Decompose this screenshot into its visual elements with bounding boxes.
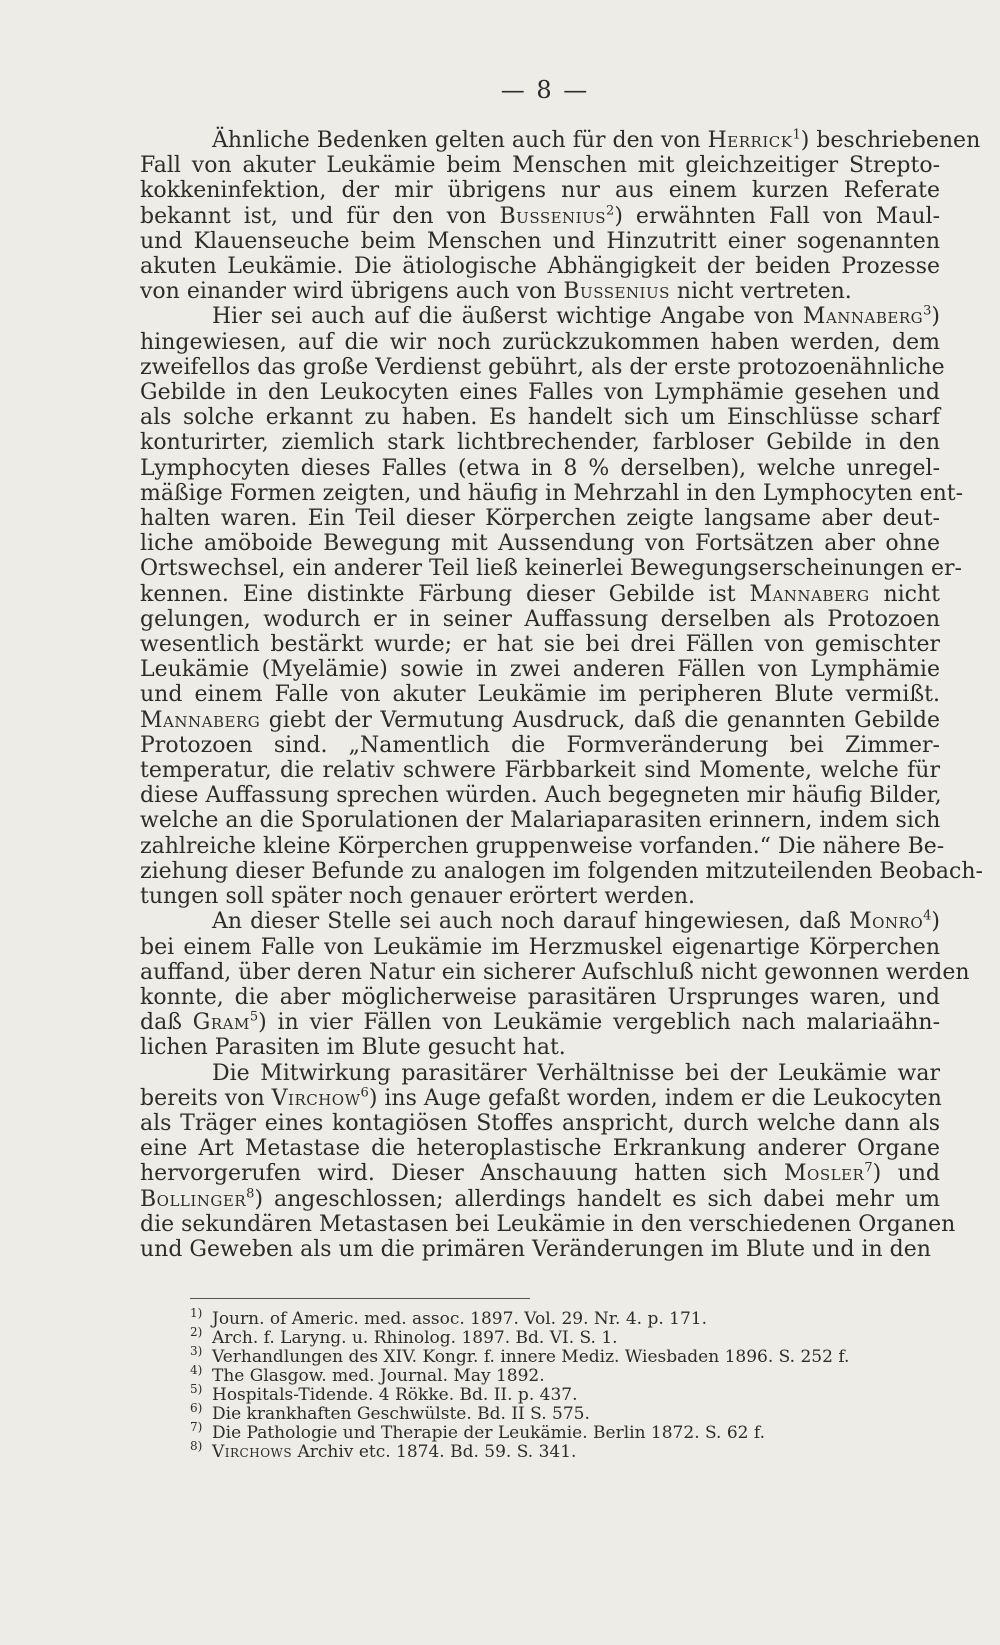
author-name: Monro: [849, 909, 924, 935]
text-run: ) erwähnten Fall von Maul-: [614, 203, 940, 229]
footnote-divider: [190, 1298, 530, 1299]
text-run: ): [931, 909, 940, 935]
text-run: auffand, über deren Natur ein sicherer Aufschluß nicht gewonnen werden: [140, 959, 970, 985]
text-run: The Glasgow. med. Journal. May 1892.: [212, 1366, 545, 1386]
text-line: [140, 657, 940, 682]
text-run: akuten Leukämie. Die ätiologische Abhängigkeit der beiden Prozesse: [140, 254, 940, 280]
text-run: ): [931, 304, 940, 330]
text-run: lichen Parasiten im Blute gesucht hat.: [140, 1035, 566, 1061]
text-run: Fall von akuter Leukämie beim Menschen mit gleichzeitiger Strepto-: [140, 153, 940, 179]
footnote: 3) Verhandlungen des XIV. Kongr. f. innere Mediz. Wiesbaden 1896. S. 252 f.: [190, 1344, 850, 1367]
footnote: 6) Die krankhaften Geschwülste. Bd. II S. 575.: [190, 1401, 590, 1424]
text-line: [140, 1061, 940, 1086]
text-run: Hier sei auch auf die äußerst wichtige Angabe von: [212, 304, 803, 330]
text-line: [140, 935, 940, 960]
text-run: als solche erkannt zu haben. Es handelt sich um Einschlüsse scharf: [140, 405, 940, 431]
text-line: [140, 632, 940, 657]
text-line: [140, 556, 962, 582]
text-line: [140, 430, 940, 455]
text-run: Die krankhaften Geschwülste. Bd. II S. 575.: [212, 1404, 590, 1424]
paragraph: [140, 1060, 956, 1263]
text-line: [140, 1211, 956, 1237]
text-run: eine Art Metastase die heteroplastische Erkrankung anderer Organe: [140, 1136, 940, 1162]
footnote: 5) Hospitals-Tidende. 4 Rökke. Bd. II. p. 437.: [190, 1382, 578, 1405]
text-run: ) und: [872, 1161, 941, 1187]
text-line: [140, 783, 940, 808]
author-name: Mannaberg: [749, 581, 870, 607]
text-run: ) ins Auge gefaßt worden, indem er die Leukocyten: [368, 1085, 942, 1111]
text-run: zweifellos das große Verdienst gebührt, als der erste protozoenähnliche: [140, 354, 945, 380]
footnote-ref: 1: [792, 127, 801, 143]
text-line: [140, 1035, 940, 1060]
text-line: [140, 480, 964, 506]
text-line: [140, 1086, 940, 1111]
text-run: Ähnliche Bedenken gelten auch für den von: [212, 128, 708, 153]
text-line: [140, 354, 945, 380]
text-run: halten waren. Ein Teil dieser Körperchen zeigte langsame aber deut-: [140, 506, 940, 532]
text-line: [140, 758, 940, 783]
text-line: [140, 1010, 940, 1035]
text-line: [140, 153, 940, 178]
text-run: Die Mitwirkung parasitärer Verhältnisse bei der Leukämie war: [212, 1060, 940, 1086]
text-line: [140, 582, 940, 607]
text-line: [140, 1136, 940, 1161]
text-run: kennen. Eine distinkte Färbung dieser Gebilde ist: [140, 581, 750, 607]
paragraph: [140, 127, 981, 305]
text-line: [140, 708, 940, 733]
text-run: liche amöboide Bewegung mit Aussendung von Fortsätzen aber ohne: [140, 531, 940, 557]
text-run: Hospitals-Tidende. 4 Rökke. Bd. II. p. 437.: [212, 1385, 578, 1405]
text-line: [140, 985, 940, 1010]
text-line: [140, 380, 940, 405]
text-run: temperatur, die relativ schwere Färbbarkeit sind Momente, welche für: [140, 758, 940, 784]
text-run: Gebilde in den Leukocyten eines Falles von Lymphämie gesehen und: [140, 380, 940, 406]
text-line: [140, 1111, 940, 1136]
text-run: Journ. of Americ. med. assoc. 1897. Vol. 29. Nr. 4. p. 171.: [212, 1309, 707, 1329]
footnote-ref: 7: [864, 1161, 873, 1176]
footnote: 2) Arch. f. Laryng. u. Rhinolog. 1897. Bd. VI. S. 1.: [190, 1325, 618, 1348]
author-name: Mannaberg: [140, 707, 261, 733]
text-line: [140, 204, 940, 229]
footnote-ref: 4: [923, 908, 932, 924]
text-run: konnte, die aber möglicherweise parasitären Ursprunges waren, und: [140, 984, 940, 1010]
text-line: [140, 909, 940, 934]
text-line: [140, 304, 940, 329]
text-line: [140, 959, 970, 985]
text-run: nicht: [869, 581, 940, 607]
text-line: [140, 279, 940, 304]
text-run: Leukämie (Myelämie) sowie in zwei anderen Fällen von Lymphämie: [140, 657, 940, 683]
text-run: Arch. f. Laryng. u. Rhinolog. 1897. Bd. VI. S. 1.: [212, 1328, 618, 1348]
text-run: daß: [140, 1010, 193, 1036]
text-run: kokkeninfektion, der mir übrigens nur aus einem kurzen Referate: [140, 178, 940, 204]
text-run: bei einem Falle von Leukämie im Herzmuskel eigenartige Körperchen: [140, 934, 940, 960]
text-line: [140, 1237, 940, 1262]
author-name: Gram: [192, 1010, 250, 1036]
text-run: Verhandlungen des XIV. Kongr. f. innere Mediz. Wiesbaden 1896. S. 252 f.: [212, 1347, 850, 1367]
text-run: bekannt ist, und für den von: [140, 203, 500, 229]
text-run: zahlreiche kleine Körperchen gruppenweise vorfanden.“ Die nähere Be-: [140, 833, 945, 859]
text-line: [140, 127, 981, 153]
body-text: [140, 127, 983, 1262]
footnote: 7) Die Pathologie und Therapie der Leukämie. Berlin 1872. S. 62 f.: [190, 1420, 765, 1443]
footnote-ref: 5: [249, 1009, 259, 1025]
text-run: tungen soll später noch genauer erörtert werden.: [140, 884, 696, 910]
text-run: nicht vertreten.: [669, 279, 852, 305]
footnote-ref: 2: [606, 203, 615, 219]
text-run: hingewiesen, auf die wir noch zurückzukommen haben werden, dem: [140, 329, 940, 355]
author-name: Bussenius: [499, 203, 607, 229]
text-run: giebt der Vermutung Ausdruck, daß die genannten Gebilde: [260, 707, 940, 733]
text-run: Die Pathologie und Therapie der Leukämie. Berlin 1872. S. 62 f.: [212, 1423, 765, 1443]
text-line: [140, 531, 940, 556]
text-line: [140, 1161, 940, 1186]
text-run: bereits von: [140, 1085, 272, 1111]
text-run: konturirter, ziemlich stark lichtbrechender, farbloser Gebilde in den: [140, 430, 940, 456]
text-run: mäßige Formen zeigten, und häufig in Mehrzahl in den Lymphocyten ent-: [140, 480, 964, 506]
text-line: [140, 254, 940, 279]
text-run: Ortswechsel, ein anderer Teil ließ keinerlei Bewegungserscheinungen er-: [140, 556, 962, 582]
text-run: Protozoen sind. „Namentlich die Formveränderung bei Zimmer-: [140, 732, 940, 758]
footnote-ref: 6: [360, 1085, 369, 1101]
footnote-ref: 8: [246, 1186, 255, 1202]
text-run: und einem Falle von akuter Leukämie im peripheren Blute vermißt.: [140, 682, 940, 708]
text-run: von einander wird übrigens auch von: [140, 279, 564, 305]
text-run: ziehung dieser Befunde zu analogen im folgenden mitzuteilenden Beobach-: [140, 858, 983, 884]
author-name: Virchow: [271, 1085, 361, 1111]
text-line: [140, 833, 945, 859]
footnote: 8) Virchows Archiv etc. 1874. Bd. 59. S. 341.: [190, 1439, 577, 1462]
text-run: welche an die Sporulationen der Malariaparasiten erinnern, indem sich: [140, 808, 941, 834]
text-run: Archiv etc. 1874. Bd. 59. S. 341.: [292, 1442, 577, 1462]
text-run: als Träger eines kontagiösen Stoffes anspricht, durch welche dann als: [140, 1110, 940, 1136]
author-name: Mosler: [784, 1161, 865, 1187]
text-run: hervorgerufen wird. Dieser Anschauung hatten sich: [140, 1161, 784, 1187]
text-line: [140, 682, 940, 707]
text-line: [140, 178, 940, 203]
author-name: Mannaberg: [802, 304, 924, 330]
text-line: [140, 405, 940, 430]
text-run: gelungen, wodurch er in seiner Auffassung derselben als Protozoen: [140, 606, 940, 632]
author-name: Bussenius: [563, 279, 670, 305]
text-run: und Geweben als um die primären Veränderungen im Blute und in den: [140, 1236, 931, 1262]
footnotes: [190, 1306, 950, 1462]
text-line: [140, 1187, 940, 1212]
paragraph: [140, 908, 970, 1061]
text-line: [140, 456, 940, 481]
author-name: Bollinger: [140, 1186, 247, 1212]
footnote-ref: 3: [923, 304, 932, 320]
text-run: An dieser Stelle sei auch noch darauf hingewiesen, daß: [212, 909, 850, 935]
text-line: [140, 607, 940, 632]
text-line: [140, 506, 940, 531]
text-run: ) in vier Fällen von Leukämie vergeblich nach malariaähn-: [258, 1010, 941, 1036]
author-name: Herrick: [707, 128, 793, 153]
text-line: [140, 808, 940, 833]
text-line: [140, 229, 940, 254]
page-number: — 8 —: [500, 76, 590, 104]
footnote: 4) The Glasgow. med. Journal. May 1892.: [190, 1363, 545, 1386]
text-run: Lymphocyten dieses Falles (etwa in 8 % derselben), welche unregel-: [140, 455, 940, 481]
paragraph: [140, 304, 983, 910]
text-line: [140, 330, 940, 355]
text-line: [140, 884, 940, 909]
author-name: Virchows: [212, 1442, 293, 1462]
text-line: [140, 733, 940, 758]
text-run: wesentlich bestärkt wurde; er hat sie bei drei Fällen von gemischter: [140, 632, 940, 658]
text-line: [140, 858, 983, 884]
text-run: und Klauenseuche beim Menschen und Hinzutritt einer sogenannten: [140, 228, 940, 254]
text-run: ) angeschlossen; allerdings handelt es sich dabei mehr um: [254, 1186, 940, 1212]
text-run: diese Auffassung sprechen würden. Auch begegneten mir häufig Bilder,: [140, 783, 942, 809]
text-run: ) beschriebenen: [800, 128, 981, 153]
text-run: die sekundären Metastasen bei Leukämie in den verschiedenen Organen: [140, 1211, 956, 1237]
footnote: 1) Journ. of Americ. med. assoc. 1897. Vol. 29. Nr. 4. p. 171.: [190, 1306, 707, 1329]
